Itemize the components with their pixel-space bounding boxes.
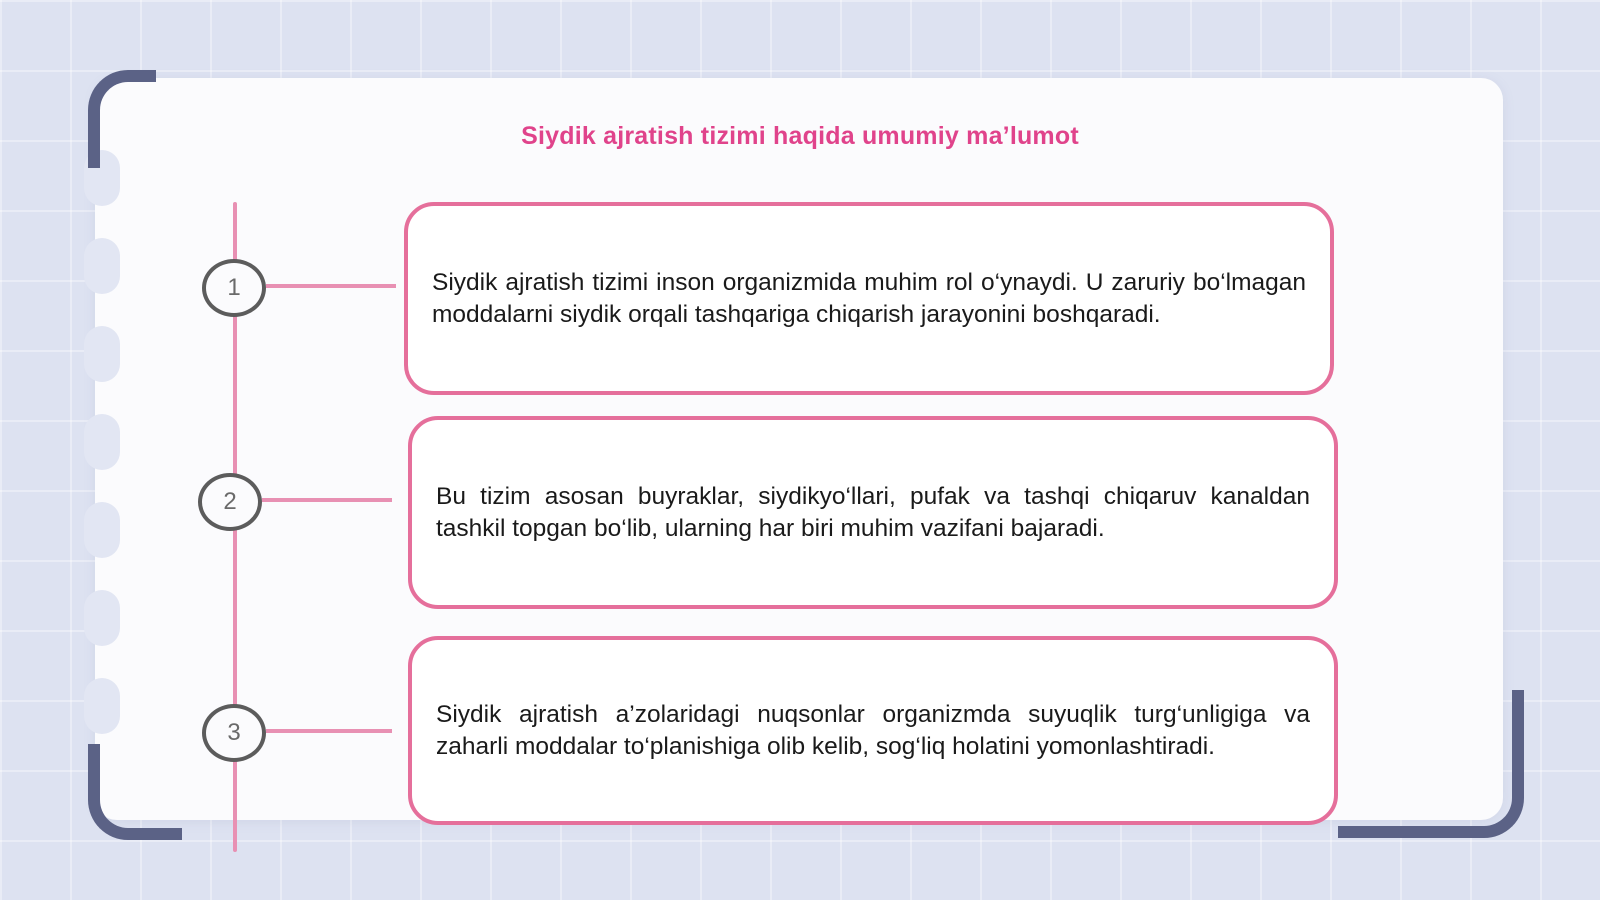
card-notch: [84, 678, 120, 734]
step-number-2: 2: [198, 473, 262, 531]
info-text-3: Siydik ajratish a’zolaridagi nuqsonlar organizmda suyuqlik turg‘unligiga va zaharli moddalar to‘planishiga olib kelib, sog‘liq holatini yomonlashtiradi.: [436, 700, 1310, 760]
card-notch: [84, 590, 120, 646]
card-notch: [84, 326, 120, 382]
corner-bracket-bottom-right: [1338, 690, 1524, 838]
info-text-1: Siydik ajratish tizimi inson organizmida muhim rol o‘ynaydi. U zaruriy bo‘lmagan moddalarni siydik orqali tashqariga chiqarish jarayonini boshqaradi.: [432, 268, 1306, 328]
info-box-1: [404, 202, 1334, 395]
info-box-3: [408, 636, 1338, 825]
timeline-connector-3: [266, 729, 392, 733]
corner-bracket-top-left: [88, 70, 156, 168]
corner-bracket-bottom-left: [88, 744, 182, 840]
info-text-2: Bu tizim asosan buyraklar, siydikyo‘llari, pufak va tashqi chiqaruv kanaldan tashkil topgan bo‘lib, ularning har biri muhim vazifani bajaradi.: [436, 482, 1310, 542]
card-notch: [84, 414, 120, 470]
info-box-2: [408, 416, 1338, 609]
timeline-connector-1: [266, 284, 396, 288]
timeline-connector-2: [262, 498, 392, 502]
card-notch: [84, 502, 120, 558]
step-number-3: 3: [202, 704, 266, 762]
step-number-1: 1: [202, 259, 266, 317]
slide-title: Siydik ajratish tizimi haqida umumiy ma’lumot: [521, 122, 1079, 150]
card-notch: [84, 238, 120, 294]
